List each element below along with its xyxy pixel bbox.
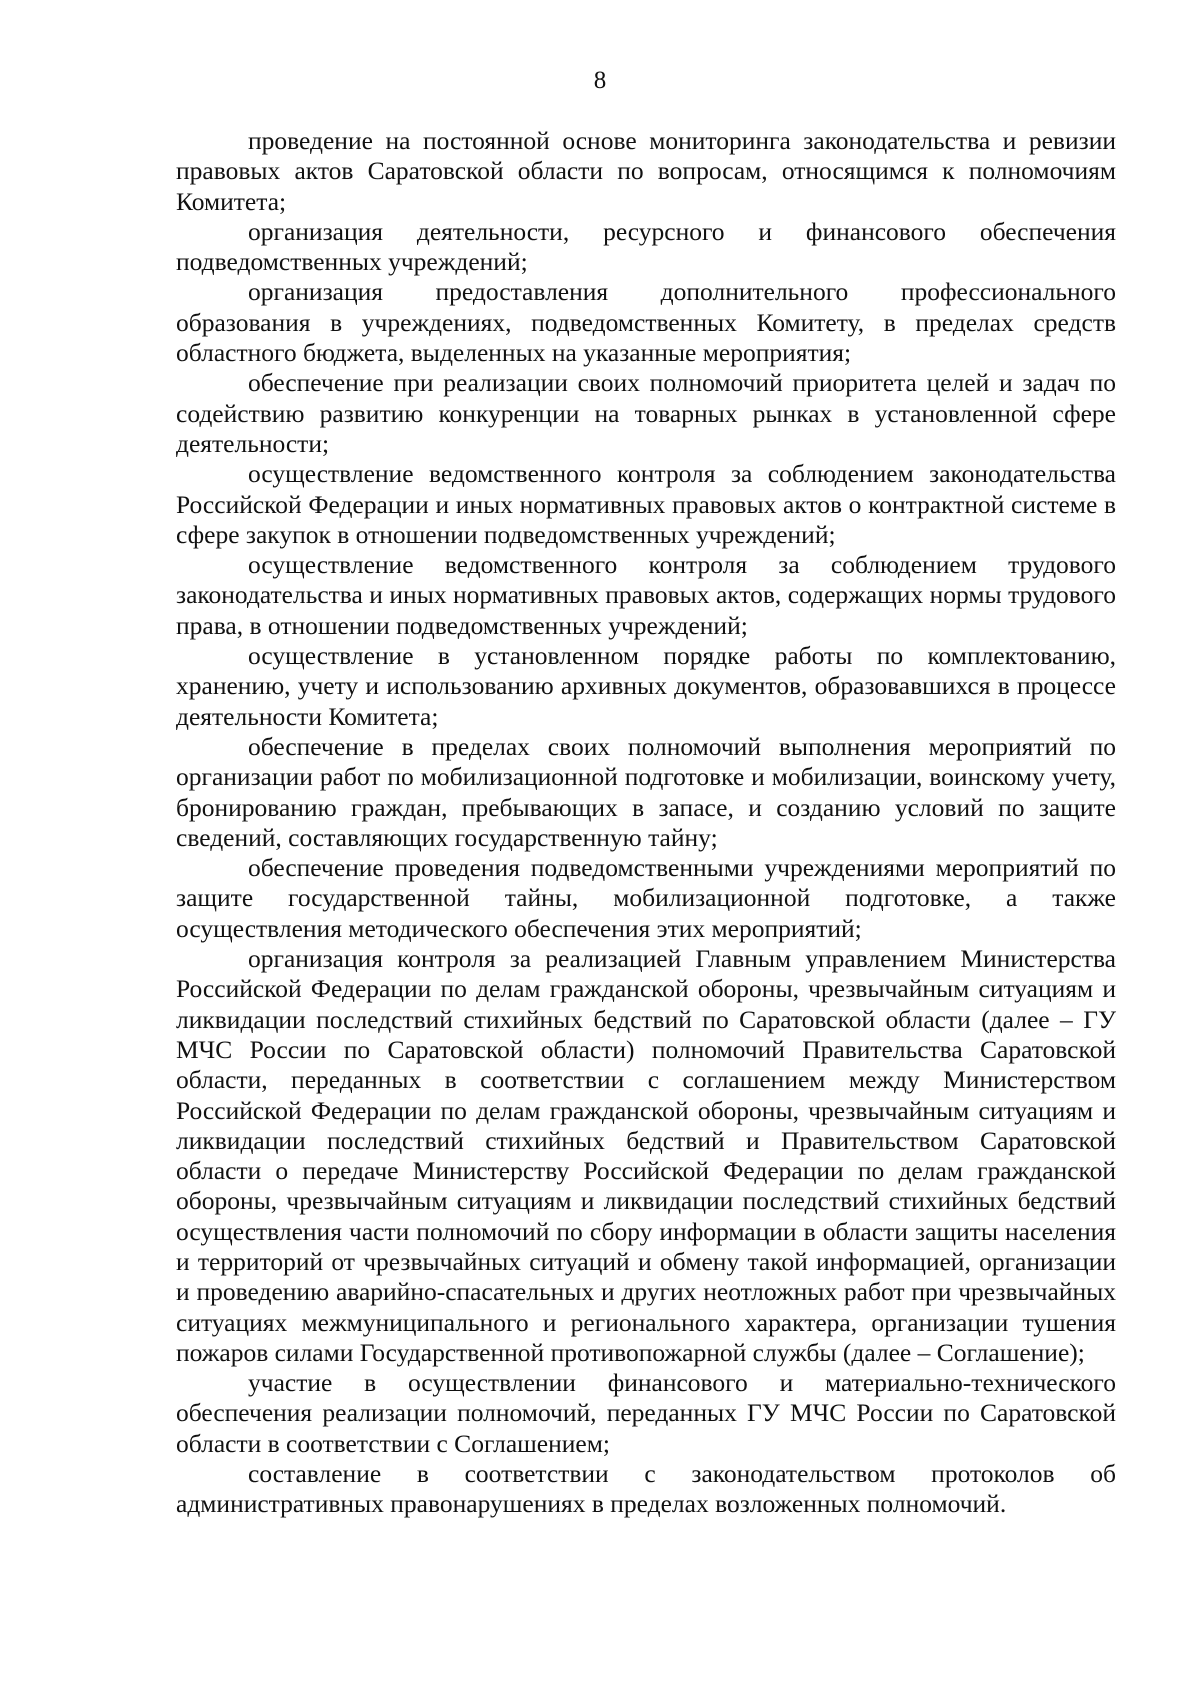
- paragraph-mobilization: обеспечение в пределах своих полномочий выполнения мероприятий по организации работ по мобилизационной подготовке и мобилизации, воинскому учету, бронированию граждан, пребывающих в запасе, и созданию условий по защите сведений, составляющих государственную тайну;: [176, 731, 1116, 852]
- paragraph-archives: осуществление в установленном порядке работы по комплектованию, хранению, учету и использованию архивных документов, образовавшихся в процессе деятельности Комитета;: [176, 641, 1116, 731]
- paragraph-labor-control: осуществление ведомственного контроля за соблюдением трудового законодательства и иных нормативных правовых актов, содержащих нормы трудового права, в отношении подведомственных учреждений;: [176, 550, 1116, 640]
- document-body: [176, 126, 1116, 1520]
- paragraph-procurement-control: осуществление ведомственного контроля за соблюдением законодательства Российской Федерации и иных нормативных правовых актов о контрактной системе в сфере закупок в отношении подведомственных учреждений;: [176, 459, 1116, 549]
- paragraph-state-secret: обеспечение проведения подведомственными учреждениями мероприятий по защите государственной тайны, мобилизационной подготовке, а также осуществления методического обеспечения этих мероприятий;: [176, 853, 1116, 943]
- paragraph-emercom-control: организация контроля за реализацией Главным управлением Министерства Российской Федерации по делам гражданской обороны, чрезвычайным ситуациям и ликвидации последствий стихийных бедствий по Саратовской области (далее – ГУ МЧС России по Саратовской области) полномочий Правительства Саратовской области, переданных в соответствии с соглашением между Министерством Российской Федерации по делам гражданской обороны, чрезвычайным ситуациям и ликвидации последствий стихийных бедствий и Правительством Саратовской области о передаче Министерству Российской Федерации по делам гражданской обороны, чрезвычайным ситуациям и ликвидации последствий стихийных бедствий осуществления части полномочий по сбору информации в области защиты населения и территорий от чрезвычайных ситуаций и обмену такой информацией, организации и проведению аварийно-спасательных и других неотложных работ при чрезвычайных ситуациях межмуниципального и регионального характера, организации тушения пожаров силами Государственной противопожарной службы (далее – Соглашение);: [176, 944, 1116, 1367]
- paragraph-protocols: составление в соответствии с законодательством протоколов об административных правонарушениях в пределах возложенных полномочий.: [176, 1459, 1116, 1519]
- paragraph-competition: обеспечение при реализации своих полномочий приоритета целей и задач по содействию развитию конкуренции на товарных рынках в установленной сфере деятельности;: [176, 368, 1116, 458]
- paragraph-financial-support: участие в осуществлении финансового и материально-технического обеспечения реализации полномочий, переданных ГУ МЧС России по Саратовской области в соответствии с Соглашением;: [176, 1368, 1116, 1458]
- page-number: 8: [593, 67, 607, 94]
- paragraph-additional-education: организация предоставления дополнительного профессионального образования в учреждениях, подведомственных Комитету, в пределах средств областного бюджета, выделенных на указанные мероприятия;: [176, 277, 1116, 368]
- paragraph-monitoring: проведение на постоянной основе мониторинга законодательства и ревизии правовых актов Саратовской области по вопросам, относящимся к полномочиям Комитета;: [176, 126, 1116, 216]
- paragraph-organization-activity: организация деятельности, ресурсного и финансового обеспечения подведомственных учреждений;: [176, 216, 1116, 277]
